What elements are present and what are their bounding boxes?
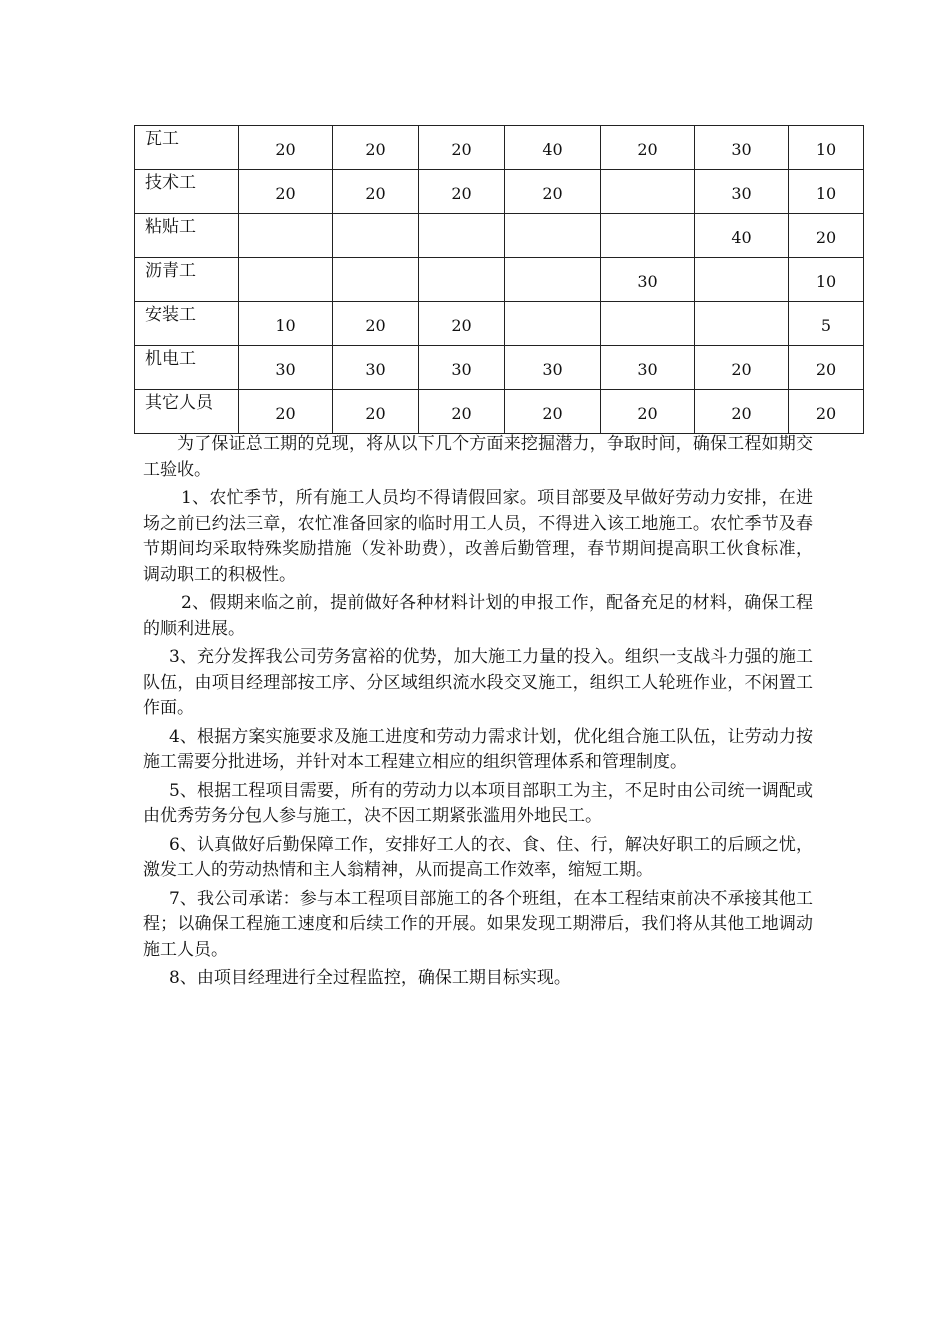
worker-count-cell: 30 xyxy=(601,346,695,390)
worker-type-cell: 粘贴工 xyxy=(135,214,239,258)
labor-allocation-table xyxy=(134,125,864,434)
table-row xyxy=(135,390,864,434)
worker-count-cell xyxy=(333,258,419,302)
intro-paragraph: 为了保证总工期的兑现，将从以下几个方面来挖掘潜力，争取时间，确保工程如期交工验收。 xyxy=(143,434,813,480)
worker-count-cell: 20 xyxy=(695,346,789,390)
worker-count-cell xyxy=(419,258,505,302)
body-text xyxy=(143,432,813,992)
worker-count-cell xyxy=(601,214,695,258)
worker-count-cell: 20 xyxy=(419,126,505,170)
worker-count-cell: 20 xyxy=(239,390,333,434)
worker-count-cell: 10 xyxy=(239,302,333,346)
measure-paragraph-1: 1、农忙季节，所有施工人员均不得请假回家。项目部要及早做好劳动力安排，在进场之前已约法三章，农忙准备回家的临时用工人员，不得进入该工地施工。农忙季节及春节期间均采取特殊奖励措施（发补助费），改善后勤管理，春节期间提高职工伙食标准，调动职工的积极性。 xyxy=(143,488,813,585)
worker-type-cell: 安装工 xyxy=(135,302,239,346)
measure-paragraph-3: 3、充分发挥我公司劳务富裕的优势，加大施工力量的投入。组织一支战斗力强的施工队伍，由项目经理部按工序、分区域组织流水段交叉施工，组织工人轮班作业，不闲置工作面。 xyxy=(143,647,813,718)
table-row xyxy=(135,258,864,302)
table-row xyxy=(135,346,864,390)
worker-count-cell: 30 xyxy=(333,346,419,390)
worker-count-cell: 10 xyxy=(789,258,864,302)
worker-type-cell: 沥青工 xyxy=(135,258,239,302)
worker-count-cell xyxy=(419,214,505,258)
worker-count-cell xyxy=(601,302,695,346)
worker-count-cell xyxy=(601,170,695,214)
worker-count-cell xyxy=(695,302,789,346)
table-row xyxy=(135,214,864,258)
worker-count-cell: 20 xyxy=(419,170,505,214)
worker-count-cell: 40 xyxy=(505,126,601,170)
worker-count-cell: 30 xyxy=(695,126,789,170)
worker-count-cell: 10 xyxy=(789,126,864,170)
table-row xyxy=(135,302,864,346)
worker-count-cell: 30 xyxy=(239,346,333,390)
worker-count-cell: 20 xyxy=(239,170,333,214)
worker-type-cell: 机电工 xyxy=(135,346,239,390)
worker-count-cell: 20 xyxy=(789,390,864,434)
worker-count-cell xyxy=(333,214,419,258)
worker-count-cell: 20 xyxy=(333,302,419,346)
worker-count-cell xyxy=(505,302,601,346)
measure-paragraph-5: 5、根据工程项目需要，所有的劳动力以本项目部职工为主，不足时由公司统一调配或由优秀劳务分包人参与施工，决不因工期紧张滥用外地民工。 xyxy=(143,780,813,826)
worker-count-cell xyxy=(505,214,601,258)
labor-table-body xyxy=(135,126,864,434)
worker-count-cell xyxy=(239,214,333,258)
worker-count-cell: 20 xyxy=(695,390,789,434)
worker-count-cell: 30 xyxy=(505,346,601,390)
measure-paragraph-6: 6、认真做好后勤保障工作，安排好工人的衣、食、住、行，解决好职工的后顾之忧，激发工人的劳动热情和主人翁精神，从而提高工作效率，缩短工期。 xyxy=(143,834,813,880)
worker-count-cell: 40 xyxy=(695,214,789,258)
measure-paragraph-2: 2、假期来临之前，提前做好各种材料计划的申报工作，配备充足的材料，确保工程的顺利进展。 xyxy=(143,593,813,639)
worker-count-cell: 20 xyxy=(419,390,505,434)
worker-type-cell: 瓦工 xyxy=(135,126,239,170)
worker-count-cell: 20 xyxy=(601,390,695,434)
worker-count-cell: 20 xyxy=(333,126,419,170)
worker-count-cell: 20 xyxy=(333,170,419,214)
worker-count-cell xyxy=(239,258,333,302)
worker-count-cell: 20 xyxy=(505,390,601,434)
worker-count-cell: 10 xyxy=(789,170,864,214)
worker-count-cell xyxy=(695,258,789,302)
measure-paragraph-4: 4、根据方案实施要求及施工进度和劳动力需求计划，优化组合施工队伍，让劳动力按施工需要分批进场，并针对本工程建立相应的组织管理体系和管理制度。 xyxy=(143,726,813,772)
worker-count-cell: 20 xyxy=(239,126,333,170)
worker-count-cell: 30 xyxy=(601,258,695,302)
worker-count-cell: 20 xyxy=(333,390,419,434)
measure-paragraph-8: 8、由项目经理进行全过程监控，确保工期目标实现。 xyxy=(169,968,571,988)
worker-count-cell: 30 xyxy=(695,170,789,214)
worker-count-cell: 20 xyxy=(419,302,505,346)
worker-count-cell: 20 xyxy=(789,214,864,258)
worker-type-cell: 其它人员 xyxy=(135,390,239,434)
table-row xyxy=(135,170,864,214)
worker-count-cell: 5 xyxy=(789,302,864,346)
worker-type-cell: 技术工 xyxy=(135,170,239,214)
worker-count-cell xyxy=(505,258,601,302)
worker-count-cell: 30 xyxy=(419,346,505,390)
worker-count-cell: 20 xyxy=(789,346,864,390)
worker-count-cell: 20 xyxy=(601,126,695,170)
table-row xyxy=(135,126,864,170)
worker-count-cell: 20 xyxy=(505,170,601,214)
measure-paragraph-7: 7、我公司承诺：参与本工程项目部施工的各个班组，在本工程结束前决不承接其他工程；以确保工程施工速度和后续工作的开展。如果发现工期滞后，我们将从其他工地调动施工人员。 xyxy=(143,888,813,960)
